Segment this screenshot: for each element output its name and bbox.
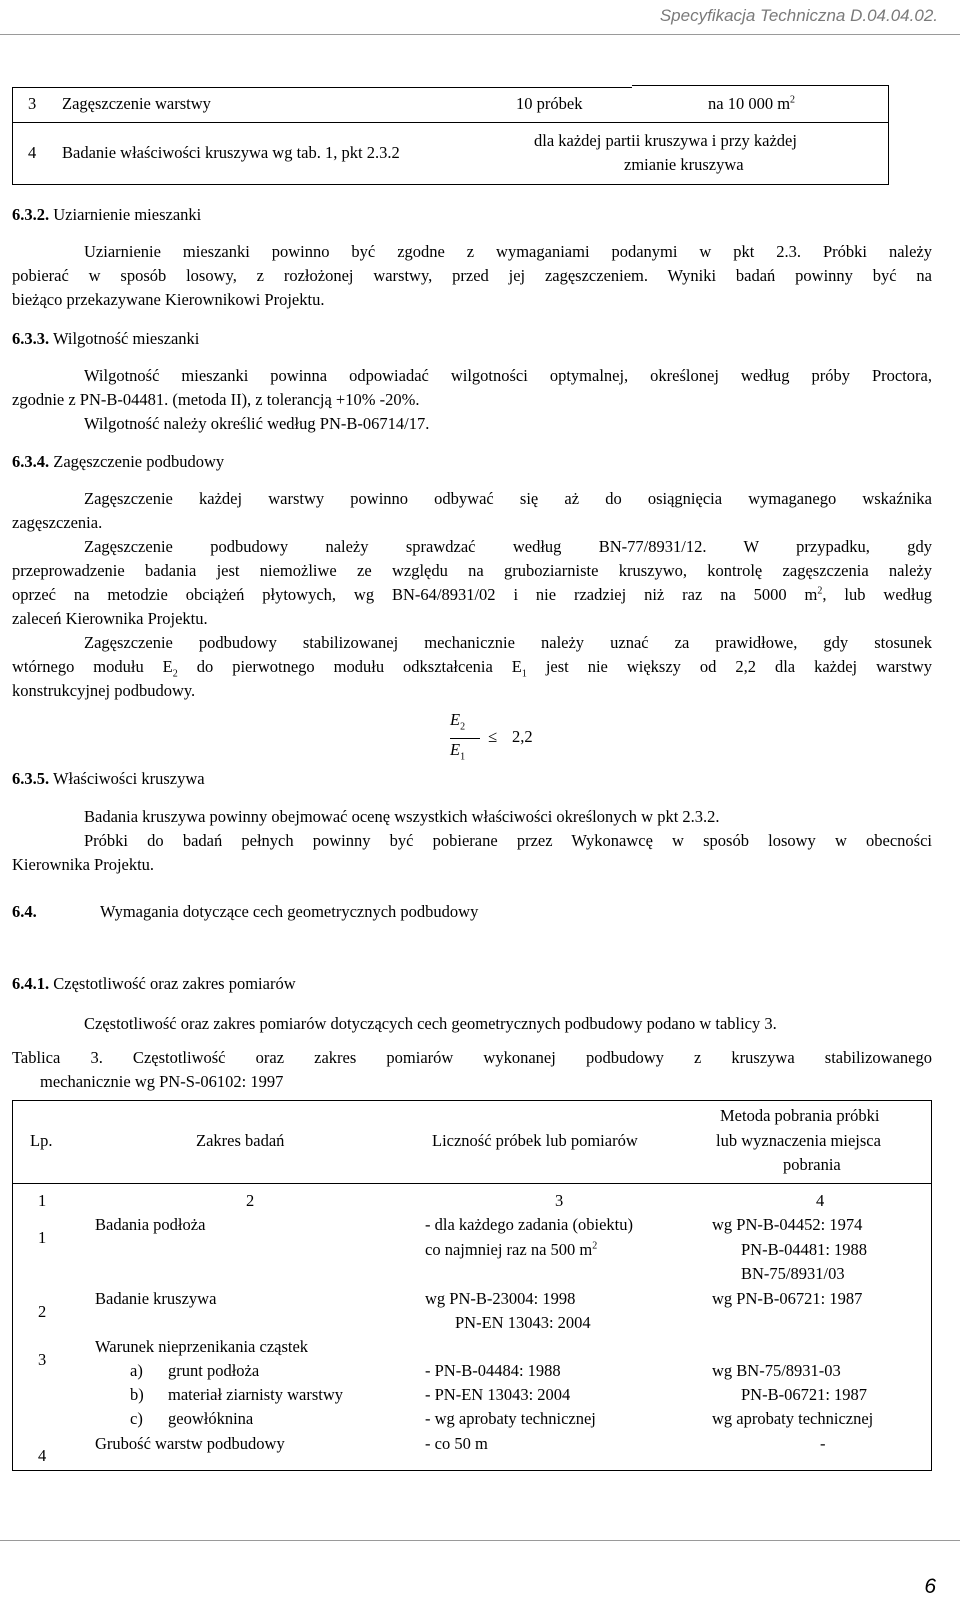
table-3-row1-lic-l2: co najmniej raz na 500 $m^2$: [425, 1240, 598, 1259]
table-3-header-metoda-l2: lub wyznaczenia miejsca: [716, 1131, 881, 1150]
table-3-row2-lic-l1: wg PN-B-23004: 1998: [425, 1289, 576, 1308]
top-table-row4-name: Badanie właściwości kruszywa wg tab. 1, pkt 2.3.2: [62, 143, 400, 162]
top-table-row3-freq-b: na 10 000 $m^2$: [708, 94, 796, 113]
header-divider: [0, 34, 960, 35]
table-3-row1-met-l2: PN-B-04481: 1988: [741, 1240, 868, 1259]
formula-value: 2,2: [512, 727, 533, 746]
table-3-row3-lp: 3: [38, 1350, 47, 1369]
table-3-colnum-2: 2: [246, 1191, 255, 1210]
table-3-row4-met: -: [820, 1434, 826, 1453]
page-number: 6: [924, 1575, 936, 1598]
table-3-row2-lic-l2: PN-EN 13043: 2004: [455, 1313, 591, 1332]
fraction-bar: [450, 738, 480, 739]
table-3-row3a-met: wg BN-75/8931-03: [712, 1361, 841, 1380]
top-table-row3-name: Zagęszczenie warstwy: [62, 94, 211, 113]
table-3-row3b-lic: - PN-EN 13043: 2004: [425, 1385, 571, 1404]
footer-divider: [0, 1540, 960, 1541]
section-6-4-heading: 6.4.: [12, 902, 37, 921]
section-6-3-2-body: Uziarnienie mieszanki powinno być zgodne z wymaganiami podanymi w pkt 2.3. Próbki należy pobierać w sposób losowy, z rozłożonej warstwy, przed jej zagęszczeniem. Wyniki badań powinny być na bieżąco przekazywane Kierownikowi Projektu.: [12, 242, 932, 309]
table-3-row3a-text: grunt podłoża: [168, 1361, 260, 1380]
table-3-caption: Tablica 3. Częstotliwość oraz zakres pomiarów wykonanej podbudowy z kruszywa stabilizowanego mechanicznie wg PN-S-06102: 1997: [12, 1048, 932, 1091]
table-3-row3b-label: b): [130, 1385, 144, 1404]
table-3-row3a-lic: - PN-B-04484: 1988: [425, 1361, 561, 1380]
table-3-row4-lp: 4: [38, 1446, 47, 1465]
table-3-row1-lic-l1: - dla każdego zadania (obiektu): [425, 1215, 633, 1234]
table-3-row2-zakres: Badanie kruszywa: [95, 1289, 217, 1308]
table-3-header-licznosc: Liczność próbek lub pomiarów: [432, 1131, 638, 1150]
top-table-row4-no: 4: [28, 143, 37, 162]
table-3-row3-zakres: Warunek nieprzenikania cząstek: [95, 1337, 309, 1356]
top-table-row4-freq-l1: dla każdej partii kruszywa i przy każdej: [534, 131, 797, 150]
table-3-row3c-met: wg aprobaty technicznej: [712, 1409, 874, 1428]
document-header-title: Specyfikacja Techniczna D.04.04.02.: [659, 6, 938, 25]
table-3-row3b-met: PN-B-06721: 1987: [741, 1385, 868, 1404]
table-3-row1-lp: 1: [38, 1228, 47, 1247]
section-6-3-3-body: Wilgotność mieszanki powinna odpowiadać wilgotności optymalnej, określonej według próby Proctora, zgodnie z PN-B-04481. (metoda II), z tolerancją +10% -20%. Wilgotność należy określić według PN-B-06714/17.: [12, 366, 932, 433]
table-3-header-zakres: Zakres badań: [196, 1131, 285, 1150]
top-table-row3-no: 3: [28, 94, 37, 113]
formula-e2-over-e1: $E_2$ $E_1$: [450, 710, 540, 764]
table-3-row2-met-l1: wg PN-B-06721: 1987: [712, 1289, 863, 1308]
section-6-4-title: Wymagania dotyczące cech geometrycznych podbudowy: [100, 902, 479, 921]
table-3-row3c-lic: - wg aprobaty technicznej: [425, 1409, 596, 1428]
formula-operator: ≤: [488, 727, 498, 746]
table-3-row1-met-l1: wg PN-B-04452: 1974: [712, 1215, 863, 1234]
table-3-colnum-3: 3: [555, 1191, 564, 1210]
table-3-row3c-text: geowłóknina: [168, 1409, 254, 1428]
table-3-colnum-1: 1: [38, 1191, 47, 1210]
table-3-header-metoda-l1: Metoda pobrania próbki: [720, 1106, 880, 1125]
table-3-row1-met-l3: BN-75/8931/03: [741, 1264, 845, 1283]
top-table-row4-freq-l2: zmianie kruszywa: [624, 155, 744, 174]
table-3-header-metoda-l3: pobrania: [783, 1155, 841, 1174]
table-3-header-lp: Lp.: [30, 1131, 53, 1150]
section-6-3-3-heading: 6.3.3. Wilgotność mieszanki: [12, 329, 200, 348]
table-3-colnum-4: 4: [816, 1191, 825, 1210]
table-3-row1-zakres: Badania podłoża: [95, 1215, 206, 1234]
section-6-4-1-body: Częstotliwość oraz zakres pomiarów dotyczących cech geometrycznych podbudowy podano w tablicy 3.: [84, 1014, 777, 1033]
table-3-row4-lic: - co 50 m: [425, 1434, 488, 1453]
section-6-3-2-heading: 6.3.2. Uziarnienie mieszanki: [12, 205, 202, 224]
section-6-3-5-heading: 6.3.5. Właściwości kruszywa: [12, 769, 205, 788]
section-6-3-5-body: Badania kruszywa powinny obejmować ocenę wszystkich właściwości określonych w pkt 2.3.2. Próbki do badań pełnych powinny być pobierane przez Wykonawcę w sposób losowy w obecności Kierownika Projektu.: [12, 807, 932, 874]
top-table-row3-freq-a: 10 próbek: [516, 94, 583, 113]
table-3-row3a-label: a): [130, 1361, 143, 1380]
section-6-4-1-heading: 6.4.1. Częstotliwość oraz zakres pomiarów: [12, 974, 296, 993]
section-6-3-4-heading: 6.3.4. Zagęszczenie podbudowy: [12, 452, 225, 471]
table-3-row4-zakres: Grubość warstw podbudowy: [95, 1434, 285, 1453]
table-3-row2-lp: 2: [38, 1302, 47, 1321]
section-6-3-4-body: Zagęszczenie każdej warstwy powinno odbywać się aż do osiągnięcia wymaganego wskaźnika zagęszczenia. Zagęszczenie podbudowy należy sprawdzać według BN-77/8931/12. W przypadku, gdy przeprowadzenie badania jest niemożliwe ze względu na gruboziarniste kruszywo, kontrolę zagęszczenia należy oprzeć na metodzie obciążeń płytowych, wg BN-64/8931/02 i nie rzadziej niż raz na 5000 $m^2$, lub według zaleceń Kierownika Projektu. Zagęszczenie podbudowy stabilizowanej mechanicznie należy uznać za prawidłowe, gdy stosunek wtórnego modułu $E_2$ do pierwotnego modułu odkształcenia $E_1$ jest nie większy od 2,2 dla każdej warstwy konstrukcyjnej podbudowy.: [12, 489, 932, 700]
table-3-row3b-text: materiał ziarnisty warstwy: [168, 1385, 344, 1404]
table-3-row3c-label: c): [130, 1409, 143, 1428]
